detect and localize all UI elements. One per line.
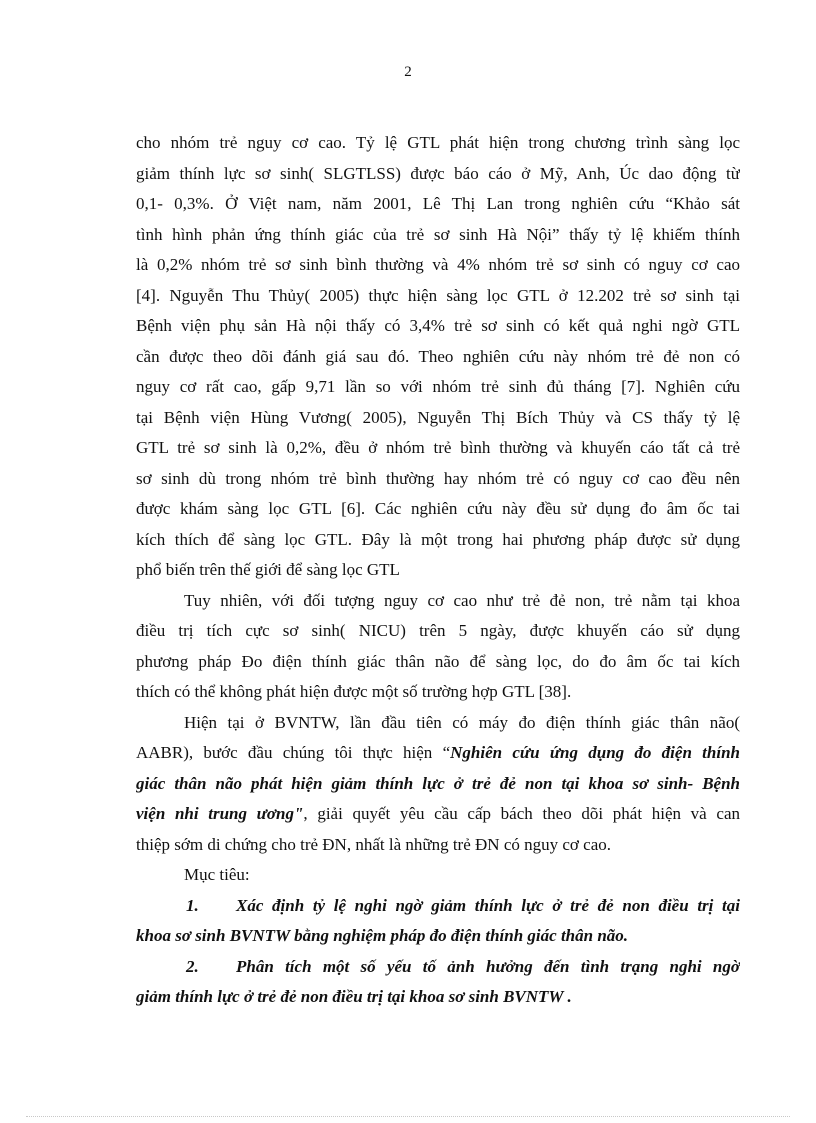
text-line: tình hình phản ứng thính giác của trẻ sơ sinh Hà Nội” thấy tỷ lệ khiếm thính [136,224,740,244]
study-title-segment: viện nhi trung ương" [136,804,304,823]
text-line: nguy cơ rất cao, gấp 9,71 lần so với nhóm trẻ sinh đủ tháng [7]. Nghiên cứu [136,377,740,396]
text-line: 0,1- 0,3%. Ở Việt nam, năm 2001, Lê Thị Lan trong nghiên cứu “Khảo sát [136,194,740,213]
text-line: tại Bệnh viện Hùng Vương( 2005), Nguyễn Thị Bích Thủy và CS thấy tỷ lệ [136,407,740,427]
text-line: được khám sàng lọc GTL [6]. Các nghiên cứu này đều sử dụng đo âm ốc tai [136,499,740,518]
text-line: thích có thể không phát hiện được một số trường hợp GTL [38]. [136,682,572,701]
text-segment: AABR), bước đầu chúng tôi thực hiện “ [136,743,451,762]
objective-2-line [136,952,740,983]
text-line: giảm thính lực sơ sinh( SLGTLSS) được báo cáo ở Mỹ, Anh, Úc dao động từ [136,163,740,183]
objective-2-line-2: giảm thính lực ở trẻ đẻ non điều trị tại khoa sơ sinh BVNTW . [136,987,572,1006]
page-bottom-divider [26,1116,790,1117]
objective-2-text: Phân tích một số yếu tố ảnh hưởng đến tình trạng nghi ngờ [236,956,740,976]
text-line: Hiện tại ở BVNTW, lần đầu tiên có máy đo điện thính giác thân não( [184,712,740,732]
text-line: kích thích để sàng lọc GTL. Đây là một trong hai phương pháp được sử dụng [136,529,740,549]
study-title-line: giác thân não phát hiện giảm thính lực ở trẻ đẻ non tại khoa sơ sinh- Bệnh [136,773,740,793]
text-line: GTL trẻ sơ sinh là 0,2%, đều ở nhóm trẻ bình thường và khuyến cáo tất cả trẻ [136,438,740,457]
text-line: là 0,2% nhóm trẻ sơ sinh bình thường và 4% nhóm trẻ sơ sinh có nguy cơ cao [136,255,740,274]
text-line: thiệp sớm di chứng cho trẻ ĐN, nhất là những trẻ ĐN có nguy cơ cao. [136,834,611,854]
objective-1-text: Xác định tỷ lệ nghi ngờ giảm thính lực ở trẻ đẻ non điều trị tại [236,895,740,915]
text-line: cần được theo dõi đánh giá sau đó. Theo nghiên cứu này nhóm trẻ đẻ non có [136,346,740,366]
page-number: 2 [404,64,412,80]
text-line: điều trị tích cực sơ sinh( NICU) trên 5 ngày, được khuyến cáo sử dụng [136,621,740,640]
text-segment: , giải quyết yêu cầu cấp bách theo dõi phát hiện và can [303,804,740,823]
text-line: Tuy nhiên, với đối tượng nguy cơ cao như trẻ đẻ non, trẻ nằm tại khoa [184,590,740,610]
objective-1-line [136,891,740,922]
text-line: phổ biến trên thế giới để sàng lọc GTL [136,560,400,579]
text-line-mixed [136,738,740,769]
text-line: [4]. Nguyễn Thu Thủy( 2005) thực hiện sàng lọc GTL ở 12.202 trẻ sơ sinh tại [136,285,740,305]
text-line-mixed [136,799,740,830]
document-body [136,128,740,1013]
text-line: Bệnh viện phụ sản Hà nội thấy có 3,4% trẻ sơ sinh có kết quả nghi ngờ GTL [136,316,740,335]
objectives-heading: Mục tiêu: [184,865,250,884]
objective-1-line-2: khoa sơ sinh BVNTW bằng nghiệm pháp đo điện thính giác thân não. [136,926,629,945]
text-line: cho nhóm trẻ nguy cơ cao. Tỷ lệ GTL phát hiện trong chương trình sàng lọc [136,133,740,152]
objective-1-number: 1. [186,895,199,915]
objective-2-number: 2. [186,956,199,976]
text-line: phương pháp Đo điện thính giác thân não để sàng lọc, do đo âm ốc tai kích [136,651,740,671]
text-line: sơ sinh dù trong nhóm trẻ bình thường hay nhóm trẻ có nguy cơ cao đều nên [136,468,740,488]
study-title-segment: Nghiên cứu ứng dụng đo điện thính [450,743,740,762]
